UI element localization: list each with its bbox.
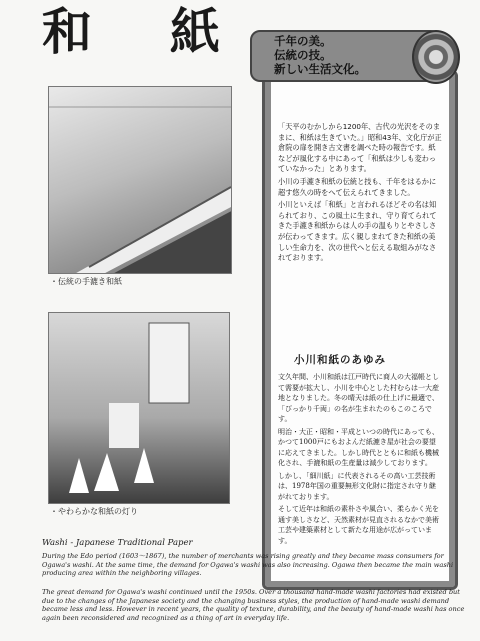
washi-lamps-photo [48,312,230,504]
history-paragraph: 明治・大正・昭和・平成といつの時代にあっても、かつて1000戸にもおよんだ紙漉き屋が社会の要望に応えてきました。しかし時代とともに和紙も機械化され、手漉和紙の生産量は減少しております。 [278,427,439,467]
intro-paragraph: 小川の手漉き和紙の伝統と技も、千年をはるかに超す悠久の時をへて伝えられてきました。 [278,176,437,197]
banner-line-1: 千年の美。 [274,34,332,48]
history-paragraph: そして近年は和紙の素朴さや風合い、柔らかく光を通す美しさなど、天然素材が見直されるなかで美術工芸や建築素材として新たな用途が広がっています。 [278,505,439,545]
banner-line-3: 新しい生活文化。 [274,62,366,76]
english-title: Washi - Japanese Traditional Paper [42,538,193,548]
scroll-banner [250,30,454,82]
intro-paragraph: 小川といえば「和紙」と言われるほどその名は知られており、この風土に生まれ、守り育てられてきた手漉き和紙からは人の手の温もりとやさしさが伝わってきます。広く親しまれてきた和紙の美しい生命力を、次の世代へと伝える取組みがなされております。 [278,200,437,263]
title-char-wa: 和 [42,3,92,61]
banner-text [274,34,366,76]
photo2-caption: ・やわらかな和紙の灯り [50,507,138,516]
photo1-caption: ・伝統の手漉き和紙 [50,277,122,286]
english-paragraph-1: During the Edo period (1603～1867), the number of merchants was rising greatly and they became mass consumers for Ogawa's washi. At the same time, the demand for Ogawa's washi was also increasing. Ogawa then became the main washi producing area within the neighboring villages. [42,552,454,578]
intro-text [278,122,442,266]
english-paragraph-2: The great demand for Ogawa's washi continued until the 1950s. Over a thousand hand-made washi factories had existed but due to the changes of the Japanese society and the changing business styles, the production of hand-made washi demand became less and less. However in recent years, the quality of texture, durability, and the beauty of hand-made washi has once again been reconsidered and recognized as a thing of art in everyday life. [42,588,465,622]
history-paragraph: しかし、「細川紙」に代表されるその高い工芸技術は、1978年国の重要無形文化財に指定され守り継がれております。 [278,471,436,501]
papermaking-illustration [49,87,231,273]
history-text [278,372,442,548]
papermaking-photo [48,86,232,274]
washi-lamps-illustration [49,313,229,503]
title-char-shi: 紙 [170,3,220,61]
history-paragraph: 文久年間、小川和紙は江戸時代に商人の大福帳として需要が拡大し、小川を中心とした村むらは一大産地となりました。冬の晴天は紙の仕上げに最適で、「びっかり千両」の名が生まれたのもこのころです。 [278,373,439,423]
scroll-panel [250,30,462,586]
banner-line-2: 伝統の技。 [274,48,332,62]
scroll-roll-icon [412,30,460,84]
intro-paragraph: 「天平のむかしから1200年、古代の光沢をそのままに、和紙は生きていた。」昭和43年、文化庁が正倉院の扉を開き古文書を調べた時の報告です。紙などが風化する中にあって「和紙は少しも変わっていなかった」とあります。 [278,122,442,174]
history-title: 小川和紙のあゆみ [294,354,386,366]
